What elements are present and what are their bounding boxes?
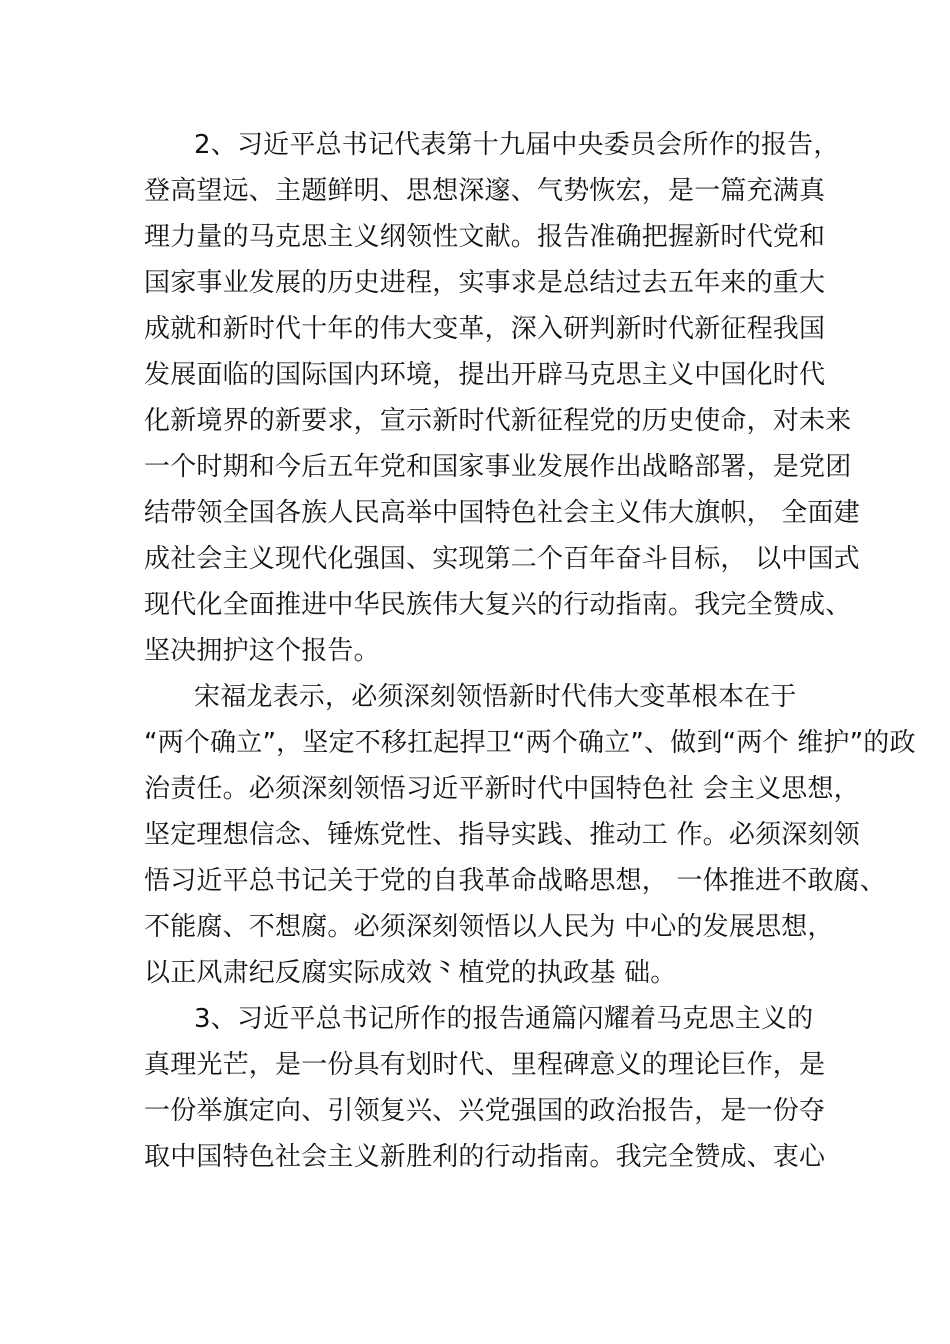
paragraph-3-line-2: 真理光芒，是一份具有划时代、里程碑意义的理论巨作，是 bbox=[144, 1050, 826, 1080]
paragraph-song-line-4: 坚定理想信念、锤炼党性、指导实践、推动工 作。必须深刻领 bbox=[144, 820, 860, 850]
paragraph-song-line-1: 宋福龙表示，必须深刻领悟新时代伟大变革根本在于 bbox=[194, 682, 797, 712]
paragraph-2-line-11: 现代化全面推进中华民族伟大复兴的行动指南。我完全赞成、 bbox=[144, 590, 852, 620]
paragraph-2-line-2: 登高望远、主题鲜明、思想深邃、气势恢宏，是一篇充满真 bbox=[144, 176, 826, 206]
paragraph-2-line-4: 国家事业发展的历史进程，实事求是总结过去五年来的重大 bbox=[144, 268, 826, 298]
paragraph-3-line-3: 一份举旗定向、引领复兴、兴党强国的政治报告，是一份夺 bbox=[144, 1096, 826, 1126]
paragraph-song-line-5: 悟习近平总书记关于党的自我革命战略思想， 一体推进不敢腐、 bbox=[144, 866, 887, 896]
paragraph-2-line-8: 一个时期和今后五年党和国家事业发展作出战略部署，是党团 bbox=[144, 452, 852, 482]
paragraph-2-line-10: 成社会主义现代化强国、实现第二个百年奋斗目标， 以中国式 bbox=[144, 544, 860, 574]
paragraph-song-line-2: “两个确立”，坚定不移扛起捍卫“两个确立”、做到“两个 维护”的政 bbox=[144, 728, 916, 758]
paragraph-2-line-6: 发展面临的国际国内环境，提出开辟马克思主义中国化时代 bbox=[144, 360, 826, 390]
paragraph-2-line-1: 2、习近平总书记代表第十九届中央委员会所作的报告， bbox=[194, 130, 840, 160]
paragraph-song-line-3: 治责任。必须深刻领悟习近平新时代中国特色社 会主义思想， bbox=[144, 774, 860, 804]
paragraph-2-line-9: 结带领全国各族人民高举中国特色社会主义伟大旗帜， 全面建 bbox=[144, 498, 860, 528]
paragraph-3-line-4: 取中国特色社会主义新胜利的行动指南。我完全赞成、衷心 bbox=[144, 1142, 826, 1172]
paragraph-2-line-3: 理力量的马克思主义纲领性文献。报告准确把握新时代党和 bbox=[144, 222, 826, 252]
paragraph-2-line-7: 化新境界的新要求，宣示新时代新征程党的历史使命，对未来 bbox=[144, 406, 852, 436]
paragraph-song-line-7: 以正风肃纪反腐实际成效⺀植党的执政基 础。 bbox=[144, 958, 677, 988]
paragraph-2-line-5: 成就和新时代十年的伟大变革，深入研判新时代新征程我国 bbox=[144, 314, 826, 344]
paragraph-song-line-6: 不能腐、不想腐。必须深刻领悟以人民为 中心的发展思想， bbox=[144, 912, 834, 942]
paragraph-3-line-1: 3、习近平总书记所作的报告通篇闪耀着马克思主义的 bbox=[194, 1004, 814, 1034]
paragraph-2-line-12: 坚决拥护这个报告。 bbox=[144, 636, 380, 666]
